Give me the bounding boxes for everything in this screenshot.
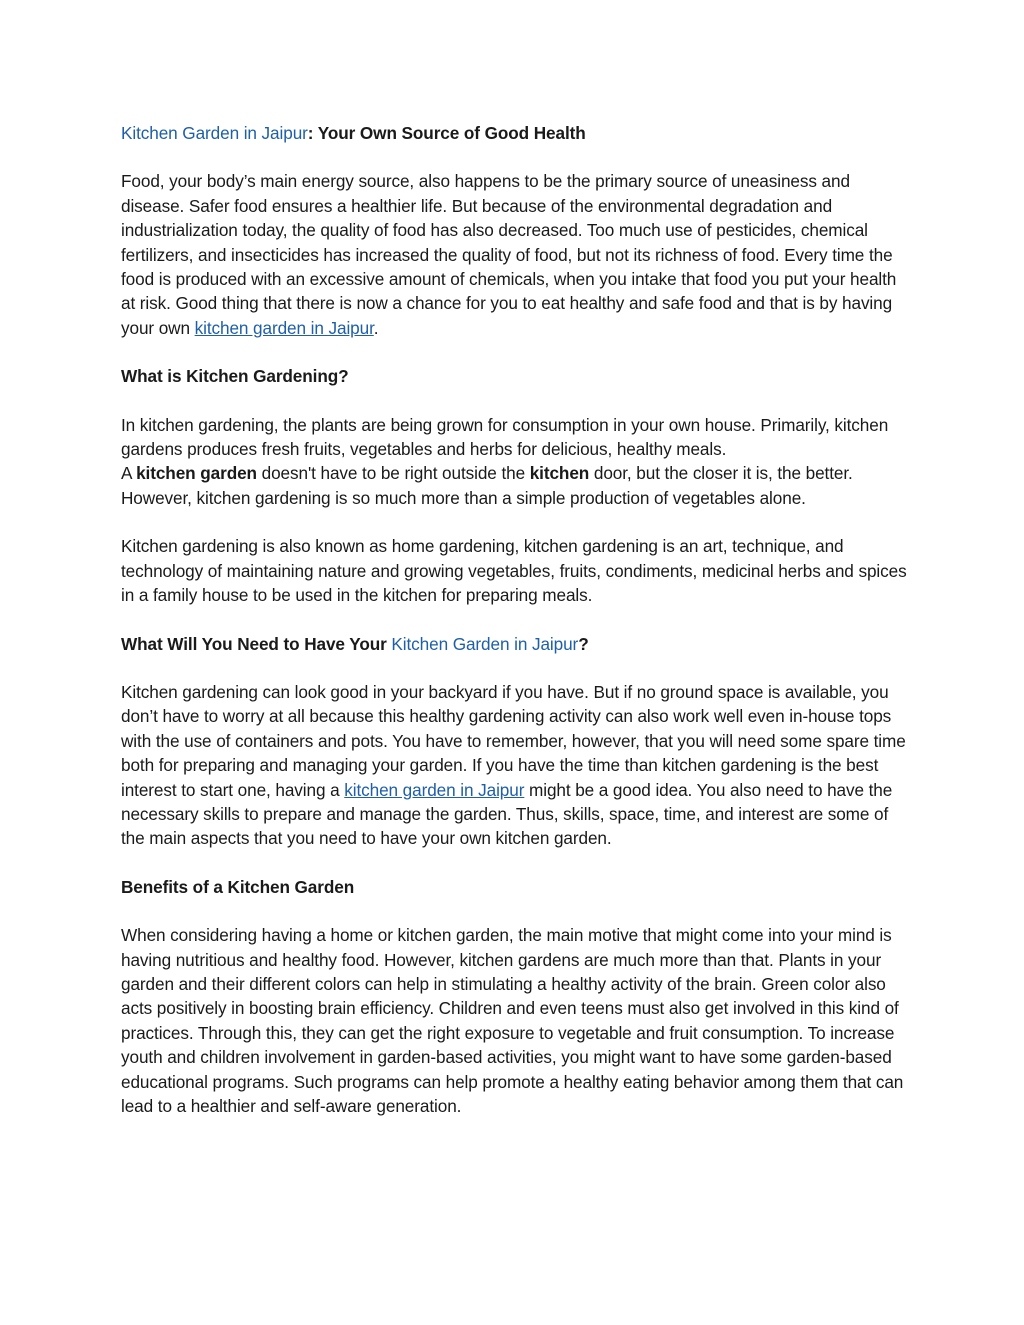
what-mid: doesn't have to be right outside the bbox=[256, 463, 530, 484]
intro-end: . bbox=[373, 317, 379, 338]
intro-link[interactable]: kitchen garden in Jaipur bbox=[194, 317, 374, 338]
intro-paragraph bbox=[121, 169, 911, 340]
need-end: might be a good idea. You also need to have the necessary skills to prepare and manage the garden. Thus, skills, space, time, and interest are some of the main aspects that you need to have your own kitchen garden. bbox=[121, 779, 893, 849]
benefits-paragraph: When considering having a home or kitchen garden, the main motive that might come into your mind is having nutritious and healthy food. However, kitchen gardens are much more than that. Plants in your garden and their different colors can help in stimulating a healthy activity of the brain. Green color also acts positively in boosting brain efficiency. Children and even teens must also get involved in this kind of practices. Through this, they can get the right exposure to vegetable and fruit consumption. To increase youth and children involvement in garden-based activities, you might want to have some garden-based educational programs. Such programs can help promote a healthy eating behavior among them that can lead to a healthier and self-aware generation. bbox=[121, 925, 904, 1116]
what-bold-kitchen-garden: kitchen garden bbox=[136, 463, 257, 484]
need-heading-post: ? bbox=[578, 633, 589, 654]
need-heading-pre: What Will You Need to Have Your bbox=[121, 633, 392, 654]
what-paragraph-2: Kitchen gardening is also known as home gardening, kitchen gardening is an art, technique, and technology of maintaining nature and growing vegetables, fruits, condiments, medicinal herbs and spices in a family house to be used in the kitchen for preparing meals. bbox=[121, 536, 907, 606]
need-link[interactable]: kitchen garden in Jaipur bbox=[344, 779, 525, 800]
intro-text: Food, your body’s main energy source, also happens to be the primary source of uneasiness and disease. Safer food ensures a healthier life. But because of the environmental degradation and industrialization today, the quality of food has also decreased. Too much use of pesticides, chemical fertilizers, and insecticides has increased the quality of food, but not its richness of food. Every time the food is produced with an excessive amount of chemicals, when you intake that food you put your health at risk. Good thing that there is now a chance for you to eat healthy and safe food and that is by having your own bbox=[121, 171, 897, 338]
title-link[interactable]: Kitchen Garden in Jaipur bbox=[121, 123, 308, 143]
what-bold-kitchen: kitchen bbox=[529, 463, 590, 484]
need-heading-link[interactable]: Kitchen Garden in Jaipur bbox=[391, 633, 579, 654]
document-page bbox=[121, 121, 911, 1142]
what-line1: In kitchen gardening, the plants are being grown for consumption in your own house. Primarily, kitchen gardens produces fresh fruits, vegetables and herbs for delicious, healthy meals. bbox=[121, 414, 889, 460]
what-end: door, but the closer it is, the better. However, kitchen gardening is so much more than a simple production of vegetables alone. bbox=[121, 463, 853, 508]
what-paragraph-1 bbox=[121, 413, 911, 511]
document-title bbox=[121, 121, 911, 145]
title-rest: : Your Own Source of Good Health bbox=[307, 123, 586, 143]
heading-what-need bbox=[121, 632, 911, 656]
what-a: A bbox=[121, 463, 137, 484]
need-paragraph bbox=[121, 680, 911, 851]
heading-what-is: What is Kitchen Gardening? bbox=[121, 366, 349, 387]
need-text: Kitchen gardening can look good in your backyard if you have. But if no ground space is available, you don’t have to worry at all because this healthy gardening activity can also work well even in-house tops with the use of containers and pots. You have to remember, however, that you will need some spare time both for preparing and managing your garden. If you have the time than kitchen gardening is the best interest to start one, having a bbox=[121, 681, 906, 800]
heading-benefits: Benefits of a Kitchen Garden bbox=[121, 876, 355, 897]
